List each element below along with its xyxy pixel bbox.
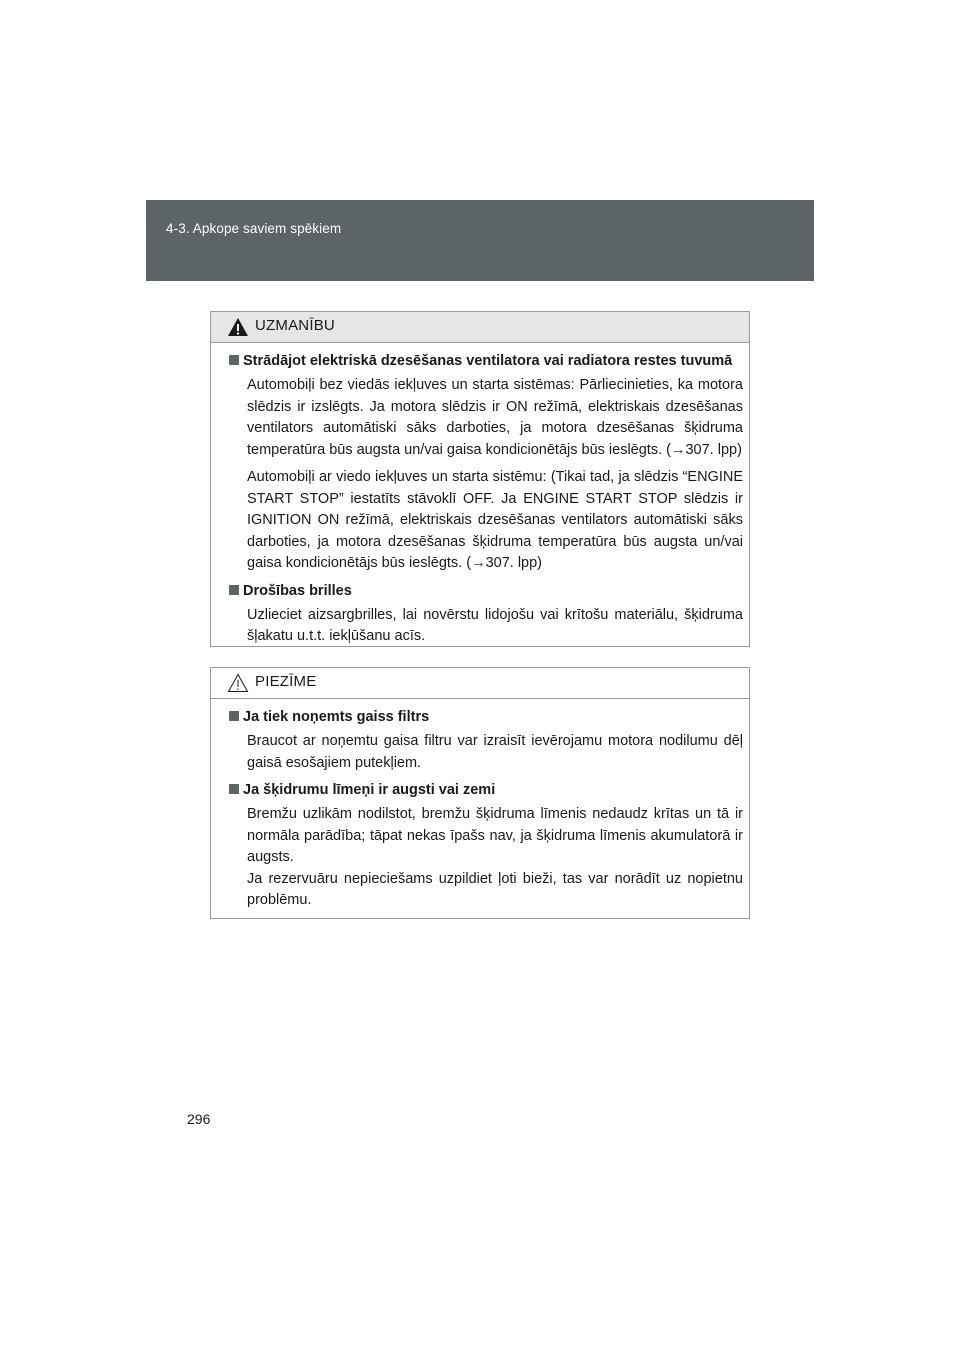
note-section-heading: Ja tiek noņemts gaiss filtrs [229,707,743,727]
bullet-square-icon [229,784,239,794]
caution-box [210,311,750,647]
caution-title-bar [211,312,749,343]
note-body [211,699,749,912]
note-title-bar [211,668,749,699]
caution-section-heading: Strādājot elektriskā dzesēšanas ventilatora vai radiatora restes tuvumā [229,351,743,371]
note-title: PIEZĪME [255,673,317,690]
note-paragraph: Ja rezervuāru nepieciešams uzpildiet ļoti bieži, tas var norādīt uz nopietnu problēmu. [247,870,743,908]
caution-paragraph: Automobiļi bez viedās iekļuves un starta sistēmas: Pārliecinieties, ka motora slēdzis ir izslēgts. Ja motora slēdzis ir ON režīmā, elektriskais dzesēšanas ventilators automātiski sāks darboties, ja motora dzesēšanas šķidruma temperatūra būs augsta un/vai gaisa kondicionētājs būs ieslēgts. (→307. lpp) [247,377,743,458]
caution-section-heading: Drošības brilles [229,581,743,601]
bullet-square-icon [229,585,239,595]
section-header-band [146,200,814,281]
notice-triangle-icon [227,673,249,693]
caution-paragraph: Automobiļi ar viedo iekļuves un starta sistēmu: (Tikai tad, ja slēdzis “ENGINE START STOP” iestatīts stāvoklī OFF. Ja ENGINE START STOP slēdzis ir IGNITION ON režīmā, elektriskais dzesēšanas ventilators automātiski sāks darboties, ja motora dzesēšanas šķidruma temperatūra būs augsta un/vai gaisa kondicionētājs būs ieslēgts. (→307. lpp) [247,469,743,571]
bullet-square-icon [229,711,239,721]
note-paragraph: Bremžu uzlikām nodilstot, bremžu šķidruma līmenis nedaudz krītas un tā ir normāla parādība; tāpat nekas īpašs nav, ja šķidruma līmenis akumulatorā ir augsts. [247,806,743,865]
caution-body [211,343,749,648]
page-number: 296 [187,1111,211,1127]
bullet-square-icon [229,355,239,365]
caution-title: UZMANĪBU [255,317,335,334]
section-title: 4-3. Apkope saviem spēkiem [166,221,342,236]
note-section-heading: Ja šķidrumu līmeņi ir augsti vai zemi [229,780,743,800]
note-paragraph: Braucot ar noņemtu gaisa filtru var izraisīt ievērojamu motora nodilumu dēļ gaisā esošajiem putekļiem. [247,733,743,771]
warning-icon [227,317,249,337]
caution-paragraph: Uzlieciet aizsargbrilles, lai novērstu lidojošu vai krītošu materiālu, šķidruma šļakatu u.t.t. iekļūšanu acīs. [247,606,743,644]
note-box [210,667,750,919]
